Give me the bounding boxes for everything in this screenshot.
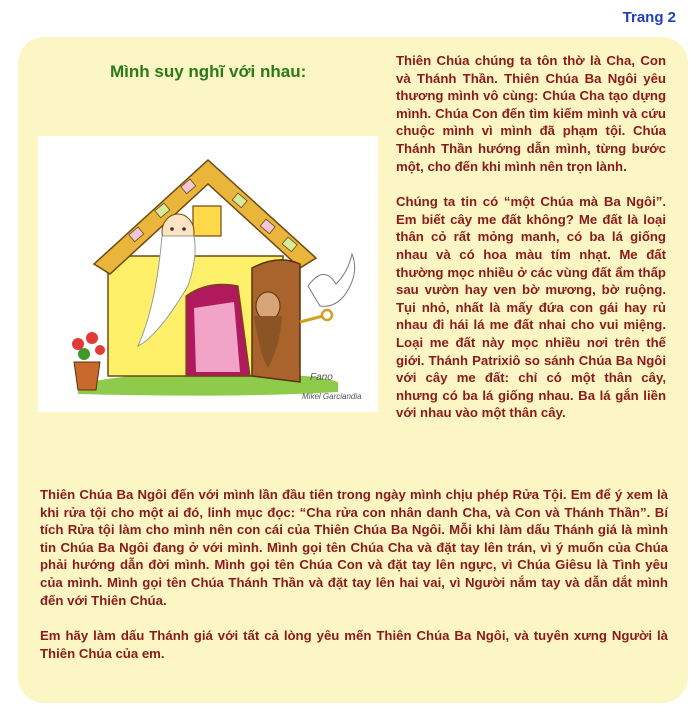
paragraph: Thiên Chúa chúng ta tôn thờ là Cha, Con và Thánh Thần. Thiên Chúa Ba Ngôi yêu thương mình vô cùng: Chúa Cha tạo dựng mình. Chúa Con đến tìm kiếm mình và cứu chuộc mình vì mình đã phạm tội. Chúa Thánh Thần hướng dẫn mình, từng bước một, cho đến khi mình nên trọn lành. [396, 53, 666, 174]
illustration-signature: Fano [310, 372, 333, 383]
paragraph: Em hãy làm dấu Thánh giá với tất cả lòng yêu mến Thiên Chúa Ba Ngôi, và tuyên xưng Người là Thiên Chúa của em. [40, 628, 668, 661]
flower [86, 332, 98, 344]
attic-window [193, 206, 221, 236]
page-number: Trang 2 [622, 9, 676, 26]
father-eye [170, 227, 174, 231]
key-bow [322, 310, 332, 320]
illustration-credit: Mikel Garciandia [302, 392, 362, 401]
flower-leaf [78, 348, 90, 360]
doorway-inner [194, 302, 240, 372]
paragraph: Thiên Chúa Ba Ngôi đến với mình lần đầu tiên trong ngày mình chịu phép Rửa Tội. Em để ý xem là khi rửa tội cho một ai đó, linh mục đọc: “Cha rửa con nhân danh Cha, và Con và Thánh Thần”. Bí tích Rửa tội làm cho mình nên con cái của Thiên Chúa Ba Ngôi. Mỗi khi làm dấu Thánh giá là mình tin Chúa Ba Ngôi đang ở với mình. Mình gọi tên Chúa Cha và đặt tay lên trán, vì ý muốn của Chúa phải hướng dẫn đời mình. Mình gọi tên Chúa Con và đặt tay lên ngực, vì Chúa Giêsu là Tình yêu của mình. Mình gọi tên Chúa Thánh Thần và đặt tay lên hai vai, vì Người nắm tay và dẫn dắt mình đến với Thiên Chúa. [40, 487, 668, 608]
trinity-house-illustration [38, 136, 378, 412]
paragraph: Chúng ta tin có “một Chúa mà Ba Ngôi”. Em biết cây me đất không? Me đất là loại thân cỏ rất mỏng manh, có ba lá giống nhau và có hoa màu tím nhạt. Me đất thường mọc nhiều ở các vùng đất ẩm thấp sau vườn hay ven bờ mương, bờ ruộng. Tụi nhỏ, nhất là mấy đứa con gái hay rủ nhau đi hái lá me đất nhai cho vui miệng. Loại me đất này mọc nhiều nơi trên thế giới. Thánh Patrixiô so sánh Chúa Ba Ngôi với cây me đất: chỉ có một thân cây, nhưng có ba lá giống nhau. Ba lá gắn liền với nhau vào một thân cây. [396, 194, 666, 421]
son-face [256, 292, 280, 320]
dove [308, 254, 355, 306]
flower [95, 345, 105, 355]
key-shaft [300, 316, 323, 322]
father-eye [182, 227, 186, 231]
section-heading: Mình suy nghĩ với nhau: [110, 62, 307, 81]
flower [72, 338, 84, 350]
flower-pot [74, 362, 100, 390]
right-text-column [396, 52, 666, 440]
house-drawing [38, 136, 378, 412]
bottom-text-block [40, 486, 668, 680]
